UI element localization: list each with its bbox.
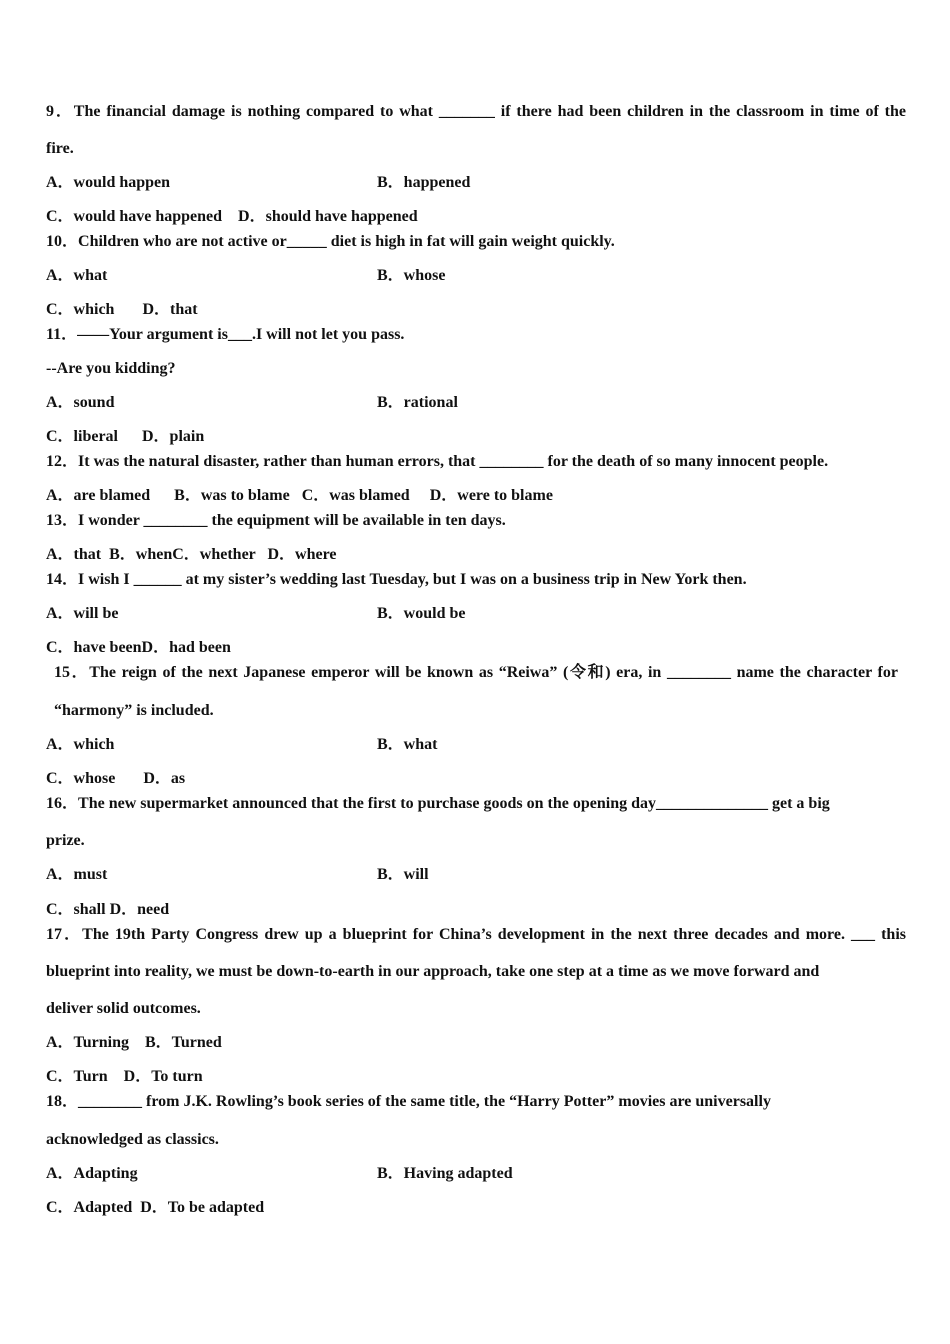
question-stem: 16．The new supermarket announced that the first to purchase goods on the opening day______________ get a big — [46, 795, 830, 812]
option-a-b-c-d: A．are blamed B．was to blame C．was blamed D．were to blame — [46, 487, 553, 504]
question-stem-continued: deliver solid outcomes. — [46, 1000, 201, 1017]
question-stem-continued: prize. — [46, 832, 85, 849]
option-a: A．must — [46, 866, 108, 883]
option-a: A．Adapting — [46, 1165, 138, 1182]
option-b: B．rational — [377, 394, 458, 411]
question-stem: 12．It was the natural disaster, rather than human errors, that ________ for the death of so many innocent people. — [46, 453, 829, 470]
question-stem: 13．I wonder ________ the equipment will be available in ten days. — [46, 512, 506, 529]
option-b: B．what — [377, 736, 438, 753]
option-b: B．will — [377, 866, 429, 883]
option-b: B．whose — [377, 267, 446, 284]
question-stem-continued: blueprint into reality, we must be down-to-earth in our approach, take one step at a time as we move forward and — [46, 963, 820, 980]
question-stem-continued: acknowledged as classics. — [46, 1131, 219, 1148]
option-a-b-c-d: A．that B．whenC．whether D．where — [46, 546, 337, 563]
option-a: A．what — [46, 267, 108, 284]
option-c-d: C．Adapted D．To be adapted — [46, 1199, 265, 1216]
option-a: A．will be — [46, 605, 119, 622]
question-stem: 10．Children who are not active or_____ diet is high in fat will gain weight quickly. — [46, 233, 615, 250]
option-b: B．happened — [377, 174, 471, 191]
question-stem-continued: “harmony” is included. — [54, 702, 214, 719]
option-a-b: A．Turning B．Turned — [46, 1034, 222, 1051]
option-c-d: C．have beenD．had been — [46, 639, 231, 656]
question-stem-continued: fire. — [46, 140, 74, 157]
option-c-d: C．shall D．need — [46, 901, 170, 918]
option-c-d: C．liberal D．plain — [46, 428, 205, 445]
option-a: A．would happen — [46, 174, 171, 191]
option-c-d: C．whose D．as — [46, 770, 186, 787]
question-stem: 9．The financial damage is nothing compared to what _______ if there had been children in the classroom in time of the — [46, 103, 906, 120]
option-c-d: C．would have happened D．should have happened — [46, 208, 418, 225]
option-c-d: C．which D．that — [46, 301, 198, 318]
option-a: A．which — [46, 736, 115, 753]
question-stem: 11．——Your argument is___.I will not let you pass. — [46, 326, 405, 343]
question-stem: 17．The 19th Party Congress drew up a blueprint for China’s development in the next three decades and more. ___ this — [46, 926, 906, 943]
option-a: A．sound — [46, 394, 115, 411]
option-b: B．would be — [377, 605, 466, 622]
question-stem: 15．The reign of the next Japanese emperor will be known as “Reiwa” (令和) era, in ________ name the character for — [54, 664, 898, 681]
question-stem: 18．________ from J.K. Rowling’s book series of the same title, the “Harry Potter” movies are universally — [46, 1093, 771, 1110]
option-b: B．Having adapted — [377, 1165, 513, 1182]
question-stem-continued: --Are you kidding? — [46, 360, 176, 377]
question-stem: 14．I wish I ______ at my sister’s wedding last Tuesday, but I was on a business trip in New York then. — [46, 571, 747, 588]
option-c-d: C．Turn D．To turn — [46, 1068, 203, 1085]
